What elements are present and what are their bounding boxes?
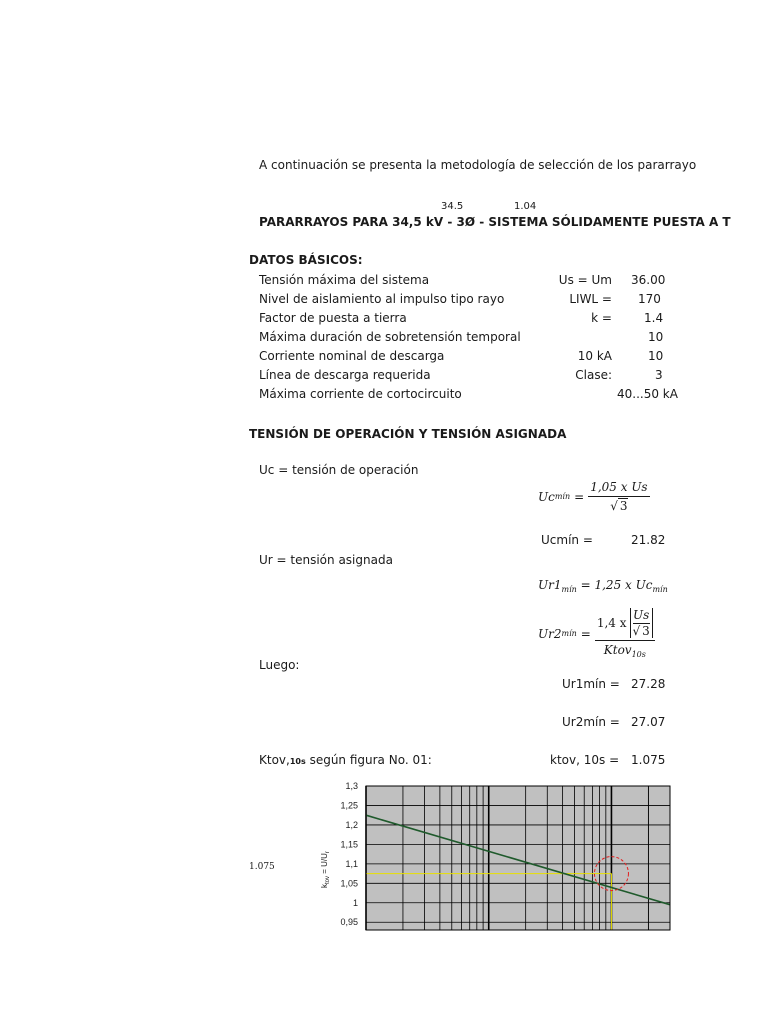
luego-text: Luego:	[259, 658, 300, 672]
chart-plot-area	[366, 786, 670, 930]
formula-fraction	[595, 608, 655, 659]
datos-symbol: LIWL =	[569, 292, 612, 306]
formula-lhs-sub: mín	[561, 585, 577, 594]
document-title: PARARRAYOS PARA 34,5 kV - 3Ø - SISTEMA SÓLIDAMENTE PUESTA A T	[259, 215, 731, 229]
formula-denominator: Ktov$_{10s}$	[603, 643, 646, 659]
datos-label: Máxima corriente de cortocircuito	[259, 387, 462, 401]
chart-y-tick-label: 1,25	[340, 800, 358, 811]
datos-value: 170	[638, 292, 661, 306]
chart-y-tick-label: 1,15	[340, 839, 358, 850]
formula-numerator: 1,05 x Us	[588, 480, 649, 497]
datos-label: Nivel de aislamiento al impulso tipo rayo	[259, 292, 505, 306]
formula-lhs: Uc	[538, 489, 555, 504]
datos-label: Línea de descarga requerida	[259, 368, 431, 382]
header-value-voltage: 34.5	[441, 201, 464, 212]
ur2min-label: Ur2mín =	[562, 715, 620, 729]
datos-symbol: k =	[591, 311, 612, 325]
formula-rhs-sub: mín	[652, 585, 668, 594]
chart-y-tick-label: 1,1	[345, 858, 358, 869]
chart-y-tick-label: 1	[352, 897, 358, 908]
chart-y-tick-label: 0,95	[340, 917, 358, 928]
datos-value: 3	[655, 368, 663, 382]
ktov-chart	[310, 780, 670, 932]
datos-symbol: 10 kA	[577, 349, 612, 363]
ur1-formula	[538, 578, 668, 594]
formula-fraction	[588, 480, 649, 513]
formula-lhs-sub: mín	[554, 492, 571, 501]
ucmin-value: 21.82	[631, 533, 666, 547]
ur1min-value: 27.28	[631, 677, 666, 691]
datos-value: 10	[648, 330, 664, 344]
ur1min-label: Ur1mín =	[562, 677, 620, 691]
formula-lhs: Ur1	[538, 578, 562, 592]
ktov-value: 1.075	[631, 753, 666, 767]
chart-y-tick-label: 1,3	[345, 781, 358, 791]
chart-y-tick-label: 1,05	[340, 878, 358, 889]
ktov-label: ktov, 10s =	[550, 753, 620, 767]
ktov-reference: Ktov,10s según figura No. 01:	[259, 753, 432, 767]
ur2min-value: 27.07	[631, 715, 666, 729]
formula-lhs: Ur2	[538, 626, 562, 641]
datos-heading: DATOS BÁSICOS:	[249, 253, 363, 267]
chart-marker-label: 1.075	[249, 862, 275, 872]
datos-label: Máxima duración de sobretensión temporal	[259, 330, 521, 344]
uc-definition: Uc = tensión de operación	[259, 463, 419, 477]
ur-definition: Ur = tensión asignada	[259, 553, 393, 567]
formula-lhs-sub: mín	[561, 629, 577, 638]
datos-value: 40...50 kA	[617, 387, 678, 401]
tension-heading: TENSIÓN DE OPERACIÓN Y TENSIÓN ASIGNADA	[249, 427, 567, 441]
formula-rhs: = 1,25 x Uc	[580, 578, 653, 592]
chart-y-tick-label: 1,2	[345, 819, 358, 830]
datos-label: Tensión máxima del sistema	[259, 273, 430, 287]
datos-value: 10	[648, 349, 664, 363]
chart-y-axis-label: $k_{tov} = U/U_r$	[320, 851, 331, 888]
datos-value: 36.00	[631, 273, 666, 287]
datos-symbol: Us = Um	[558, 273, 612, 287]
ucmin-label: Ucmín =	[541, 533, 593, 547]
datos-symbol: Clase:	[575, 368, 612, 382]
ktov-chart-svg	[310, 780, 670, 932]
datos-label: Factor de puesta a tierra	[259, 311, 407, 325]
intro-text: A continuación se presenta la metodología de selección de los pararrayo	[259, 158, 697, 172]
ur2-formula: Ur2 mín = 1,4 x Us √ 3 Ktov$_{10s}$	[538, 608, 655, 659]
formula-numerator: 1,4 x Us √ 3	[595, 608, 655, 641]
header-value-factor: 1.04	[514, 201, 537, 212]
uc-formula: Uc mín = $\frac{\text{1,05 x Us}}{√ 3}$	[538, 480, 648, 513]
datos-value: 1.4	[644, 311, 664, 325]
datos-label: Corriente nominal de descarga	[259, 349, 445, 363]
formula-denominator: √ 3	[610, 499, 628, 513]
